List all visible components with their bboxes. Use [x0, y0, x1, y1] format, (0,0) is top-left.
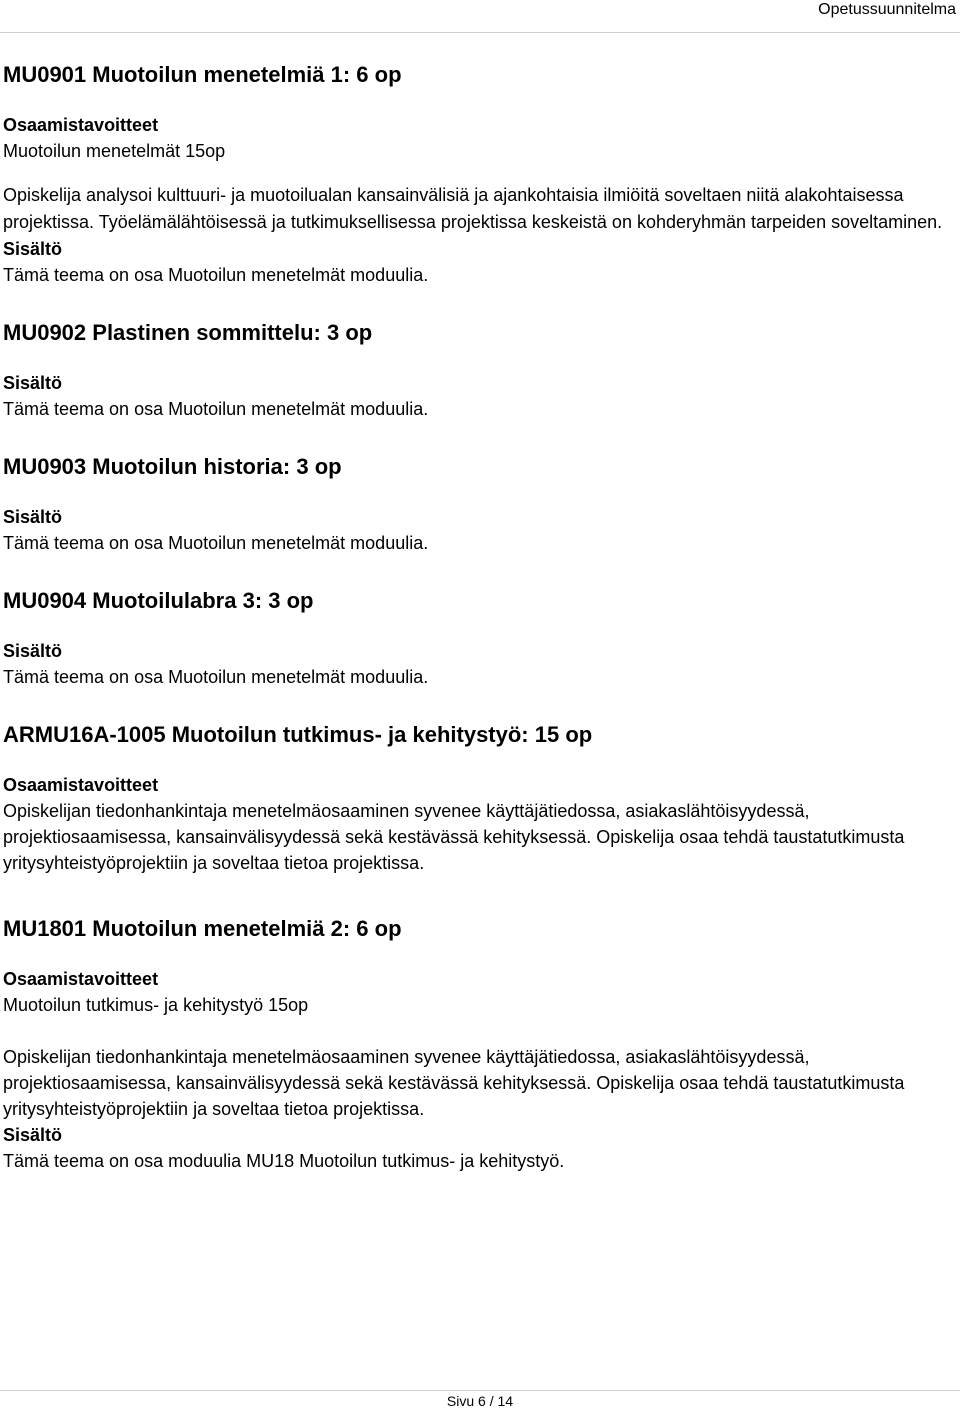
- module-mu0903: [3, 454, 955, 556]
- module-title: MU0904 Muotoilulabra 3: 3 op: [3, 588, 314, 613]
- module-line: Muotoilun menetelmät 15op: [3, 141, 226, 161]
- module-title: ARMU16A-1005 Muotoilun tutkimus- ja kehitystyö: 15 op: [3, 722, 593, 747]
- sisalto-text: Tämä teema on osa Muotoilun menetelmät moduulia.: [3, 265, 429, 285]
- module-armu16a-1005: [3, 722, 955, 876]
- sisalto-label: Sisältö: [3, 1125, 63, 1145]
- document-header-title: Opetussuunnitelma: [818, 1, 956, 18]
- module-title: MU0902 Plastinen sommittelu: 3 op: [3, 320, 373, 345]
- module-title: MU0903 Muotoilun historia: 3 op: [3, 454, 342, 479]
- module-title: MU1801 Muotoilun menetelmiä 2: 6 op: [3, 916, 402, 941]
- module-title: MU0901 Muotoilun menetelmiä 1: 6 op: [3, 62, 402, 87]
- sisalto-label: Sisältö: [3, 373, 63, 393]
- osaamistavoitteet-label: Osaamistavoitteet: [3, 115, 159, 135]
- module-mu0904: [3, 588, 955, 690]
- sisalto-label: Sisältö: [3, 239, 63, 259]
- spacer: [3, 164, 955, 182]
- spacer: [3, 1018, 955, 1044]
- page-number: Sivu 6 / 14: [446, 1393, 514, 1409]
- page-content: [3, 62, 955, 1174]
- footer-divider: [0, 1390, 960, 1391]
- module-paragraph: Opiskelija analysoi kulttuuri- ja muotoilualan kansainvälisiä ja ajankohtaisia ilmiöitä soveltaen niitä alakohtaisessa projektissa. Työelämälähtöisessä ja tutkimuksellisessa projektissa keskeistä on kohderyhmän tarpeiden soveltaminen.: [3, 185, 943, 232]
- osaamistavoitteet-label: Osaamistavoitteet: [3, 969, 159, 989]
- module-paragraph: Opiskelijan tiedonhankintaja menetelmäosaaminen syvenee käyttäjätiedossa, asiakaslähtöisyydessä, projektiosaamisessa, kansainvälisyydessä sekä kestävässä kehityksessä. Opiskelija osaa tehdä taustatutkimusta yritysyhteistyöprojektiin ja soveltaa tietoa projektissa.: [3, 1047, 905, 1119]
- sisalto-text: Tämä teema on osa Muotoilun menetelmät moduulia.: [3, 533, 429, 553]
- sisalto-label: Sisältö: [3, 641, 63, 661]
- sisalto-label: Sisältö: [3, 507, 63, 527]
- sisalto-text: Tämä teema on osa Muotoilun menetelmät moduulia.: [3, 667, 429, 687]
- header-divider: [0, 32, 960, 33]
- module-line: Muotoilun tutkimus- ja kehitystyö 15op: [3, 995, 309, 1015]
- module-mu0901: [3, 62, 955, 288]
- sisalto-text: Tämä teema on osa moduulia MU18 Muotoilun tutkimus- ja kehitystyö.: [3, 1151, 565, 1171]
- module-paragraph: Opiskelijan tiedonhankintaja menetelmäosaaminen syvenee käyttäjätiedossa, asiakaslähtöisyydessä, projektiosaamisessa, kansainvälisyydessä sekä kestävässä kehityksessä. Opiskelija osaa tehdä taustatutkimusta yritysyhteistyöprojektiin ja soveltaa tietoa projektissa.: [3, 801, 905, 873]
- sisalto-text: Tämä teema on osa Muotoilun menetelmät moduulia.: [3, 399, 429, 419]
- osaamistavoitteet-label: Osaamistavoitteet: [3, 775, 159, 795]
- module-mu0902: [3, 320, 955, 422]
- module-mu1801: [3, 916, 955, 1174]
